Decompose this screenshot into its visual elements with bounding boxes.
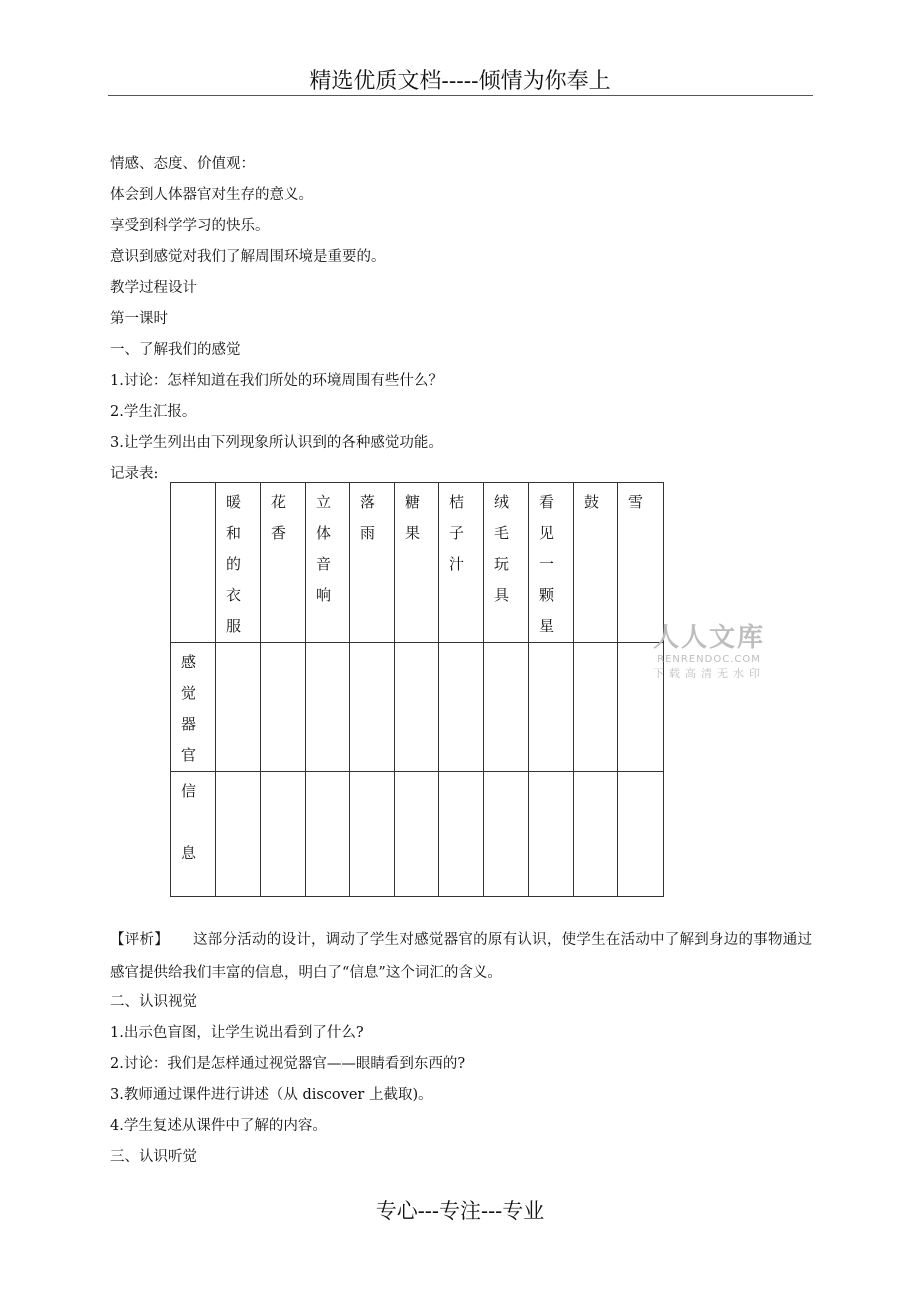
watermark-logo — [647, 622, 771, 682]
table-column-header: 暖和的衣服 — [216, 483, 261, 643]
table-cell — [306, 772, 350, 897]
text-line: 情感、态度、价值观： — [110, 156, 255, 172]
lesson-heading: 第一课时 — [110, 311, 168, 327]
table-column-header: 糖果 — [395, 483, 439, 643]
table-column-header: 落雨 — [350, 483, 395, 643]
section-heading: 教学过程设计 — [110, 280, 197, 296]
header-rule — [108, 95, 813, 96]
section-heading: 一、了解我们的感觉 — [110, 342, 241, 358]
table-cell — [261, 772, 306, 897]
table-column-header: 鼓 — [574, 483, 618, 643]
text-line: 4.学生复述从课件中了解的内容。 — [110, 1118, 327, 1134]
review-tag: 【评析】 — [110, 932, 169, 948]
table-row — [171, 643, 664, 772]
table-cell — [216, 772, 261, 897]
table-cell — [574, 772, 618, 897]
table-cell — [529, 643, 574, 772]
watermark-title: 人人文库 — [652, 623, 765, 653]
table-cell — [484, 643, 529, 772]
review-text: 这部分活动的设计，调动了学生对感觉器官的原有认识，使学生在活动中了解到身边的事物通过感官提供给我们丰富的信息，明白了“信息”这个词汇的含义。 — [110, 932, 813, 981]
text-line: 享受到科学学习的快乐。 — [110, 218, 270, 234]
table-header-row — [171, 483, 664, 643]
text-line: 3.让学生列出由下列现象所认识到的各种感觉功能。 — [110, 435, 443, 451]
section-heading: 二、认识视觉 — [110, 994, 197, 1010]
table-cell — [216, 643, 261, 772]
table-cell — [306, 643, 350, 772]
table-corner-cell — [171, 483, 216, 643]
table-column-header: 花香 — [261, 483, 306, 643]
text-line: 3.教师通过课件进行讲述（从 discover 上截取)。 — [110, 1087, 433, 1103]
review-paragraph — [110, 924, 812, 990]
table-cell — [439, 772, 484, 897]
table-column-header: 绒毛玩具 — [484, 483, 529, 643]
table-cell — [529, 772, 574, 897]
page-footer: 专心---专注---专业 — [375, 1199, 545, 1223]
table-cell — [261, 643, 306, 772]
table-column-header: 雪 — [618, 483, 664, 643]
table-cell — [439, 643, 484, 772]
table-cell — [618, 772, 664, 897]
watermark-domain: RENRENDOC.COM — [657, 654, 761, 665]
text-line: 意识到感觉对我们了解周围环境是重要的。 — [110, 249, 386, 265]
text-line: 1.讨论：怎样知道在我们所处的环境周围有些什么？ — [110, 373, 443, 389]
table-cell — [574, 643, 618, 772]
page-header: 精选优质文档-----倾情为你奉上 — [309, 69, 611, 94]
table-cell — [484, 772, 529, 897]
table-row-label: 感觉器官 — [171, 643, 216, 772]
table-cell — [395, 643, 439, 772]
table-column-header: 立体音响 — [306, 483, 350, 643]
table-column-header: 桔子汁 — [439, 483, 484, 643]
text-line: 2.讨论：我们是怎样通过视觉器官——眼睛看到东西的? — [110, 1056, 466, 1072]
section-heading: 三、认识听觉 — [110, 1149, 197, 1165]
table-column-header: 看见一颗星 — [529, 483, 574, 643]
text-line: 2.学生汇报。 — [110, 404, 197, 420]
watermark-slogan: 下载高清无水印 — [653, 667, 765, 680]
text-line: 体会到人体器官对生存的意义。 — [110, 187, 313, 203]
record-table — [170, 482, 664, 897]
table-row-label: 信息 — [171, 772, 216, 897]
table-caption: 记录表: — [110, 466, 159, 482]
table-cell — [350, 772, 395, 897]
table-row — [171, 772, 664, 897]
table-cell — [350, 643, 395, 772]
table-cell — [395, 772, 439, 897]
text-line: 1.出示色盲图，让学生说出看到了什么? — [110, 1025, 364, 1041]
